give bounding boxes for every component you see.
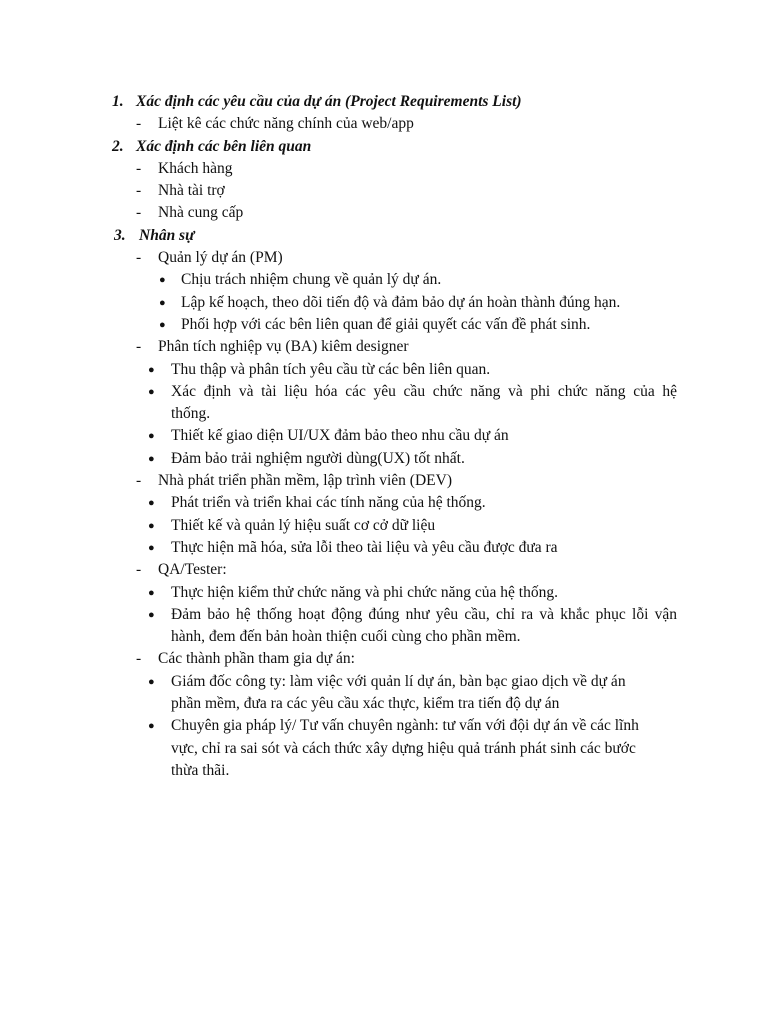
role-title: Nhà phát triển phần mềm, lập trình viên (DEV) <box>158 472 452 490</box>
bullet-item <box>0 515 768 537</box>
bullet-item <box>0 448 768 470</box>
bullet-item <box>0 604 768 626</box>
bullet-icon: ● <box>148 720 155 733</box>
bullet-item <box>0 359 768 381</box>
bullet-icon: ● <box>159 296 166 309</box>
bullet-item <box>0 381 768 403</box>
section-heading <box>0 225 768 247</box>
bullet-icon: ● <box>148 363 155 376</box>
dash-marker: - <box>136 159 142 177</box>
bullet-text: Đảm bảo trải nghiệm người dùng(UX) tốt nhất. <box>171 449 465 467</box>
section-title: Nhân sự <box>139 226 195 244</box>
bullet-text: Thực hiện kiểm thử chức năng và phi chức năng của hệ thống. <box>171 583 558 601</box>
role-title: Phân tích nghiệp vụ (BA) kiêm designer <box>158 338 409 356</box>
section-title: Xác định các bên liên quan <box>136 137 312 155</box>
list-item <box>0 180 768 202</box>
role-heading <box>0 470 768 492</box>
section-heading <box>0 136 768 158</box>
bullet-text: Lập kế hoạch, theo dõi tiến độ và đảm bảo dự án hoàn thành đúng hạn. <box>181 293 621 311</box>
bullet-continuation <box>0 403 768 425</box>
section-number: 3. <box>114 226 126 244</box>
role-title: Quản lý dự án (PM) <box>158 249 283 267</box>
bullet-text: Đảm bảo hệ thống hoạt động đúng như yêu cầu, chỉ ra và khắc phục lỗi vận <box>171 605 677 623</box>
section-title: Xác định các yêu cầu của dự án (Project Requirements List) <box>136 93 522 110</box>
dash-marker: - <box>136 561 142 579</box>
bullet-icon: ● <box>148 452 155 465</box>
role-heading <box>0 648 768 670</box>
list-item <box>0 158 768 180</box>
dash-marker: - <box>136 115 142 133</box>
bullet-continuation <box>0 738 768 760</box>
role-title: Các thành phần tham gia dự án: <box>158 650 355 668</box>
bullet-continuation <box>0 760 768 782</box>
list-item-text: Liệt kê các chức năng chính của web/app <box>158 115 414 133</box>
bullet-icon: ● <box>159 318 166 331</box>
bullet-text: phần mềm, đưa ra các yêu cầu xác thực, kiểm tra tiến độ dự án <box>171 695 560 713</box>
bullet-item <box>0 425 768 447</box>
list-item <box>0 113 768 135</box>
list-item <box>0 202 768 224</box>
dash-marker: - <box>136 338 142 356</box>
role-heading <box>0 336 768 358</box>
dash-marker: - <box>136 182 142 200</box>
dash-marker: - <box>136 650 142 668</box>
bullet-icon: ● <box>148 675 155 688</box>
bullet-item <box>0 269 768 291</box>
list-item-text: Nhà cung cấp <box>158 204 244 222</box>
list-item-text: Nhà tài trợ <box>158 182 225 200</box>
bullet-icon: ● <box>148 586 155 599</box>
document-page <box>0 91 768 782</box>
section-number: 2. <box>112 137 124 155</box>
dash-marker: - <box>136 472 142 490</box>
bullet-item <box>0 582 768 604</box>
bullet-text: Phát triển và triển khai các tính năng của hệ thống. <box>171 494 486 512</box>
role-heading <box>0 559 768 581</box>
bullet-icon: ● <box>148 385 155 398</box>
bullet-text: Thực hiện mã hóa, sửa lỗi theo tài liệu và yêu cầu được đưa ra <box>171 538 558 556</box>
bullet-text: thống. <box>171 405 211 423</box>
bullet-icon: ● <box>159 274 166 287</box>
dash-marker: - <box>136 249 142 267</box>
bullet-item <box>0 537 768 559</box>
bullet-continuation <box>0 693 768 715</box>
bullet-text: vực, chỉ ra sai sót và cách thức xây dựng hiệu quả tránh phát sinh các bước <box>171 739 636 757</box>
bullet-icon: ● <box>148 497 155 510</box>
bullet-text: Giám đốc công ty: làm việc với quản lí dự án, bàn bạc giao dịch về dự án <box>171 672 626 690</box>
bullet-icon: ● <box>148 608 155 621</box>
section-heading <box>0 91 768 113</box>
bullet-text: Thu thập và phân tích yêu cầu từ các bên liên quan. <box>171 360 491 378</box>
bullet-item <box>0 492 768 514</box>
bullet-text: Thiết kế và quản lý hiệu suất cơ cở dữ liệu <box>171 516 436 534</box>
bullet-continuation <box>0 626 768 648</box>
bullet-icon: ● <box>148 541 155 554</box>
bullet-text: Chuyên gia pháp lý/ Tư vấn chuyên ngành: tư vấn với đội dự án về các lĩnh <box>171 717 639 735</box>
bullet-item <box>0 671 768 693</box>
list-item-text: Khách hàng <box>158 159 233 177</box>
bullet-text: Chịu trách nhiệm chung về quản lý dự án. <box>181 271 442 289</box>
bullet-text: Thiết kế giao diện UI/UX đảm bảo theo nhu cầu dự án <box>171 427 509 445</box>
bullet-text: hành, đem đến bản hoàn thiện cuối cùng cho phần mềm. <box>171 628 521 646</box>
role-title: QA/Tester: <box>158 561 227 579</box>
bullet-item <box>0 292 768 314</box>
bullet-text: Phối hợp với các bên liên quan để giải quyết các vấn đề phát sinh. <box>181 315 591 333</box>
dash-marker: - <box>136 204 142 222</box>
bullet-icon: ● <box>148 430 155 443</box>
bullet-text: Xác định và tài liệu hóa các yêu cầu chức năng và phi chức năng của hệ <box>171 382 677 400</box>
bullet-item <box>0 715 768 737</box>
bullet-item <box>0 314 768 336</box>
section-number: 1. <box>112 93 124 110</box>
role-heading <box>0 247 768 269</box>
bullet-text: thừa thãi. <box>171 761 230 779</box>
bullet-icon: ● <box>148 519 155 532</box>
